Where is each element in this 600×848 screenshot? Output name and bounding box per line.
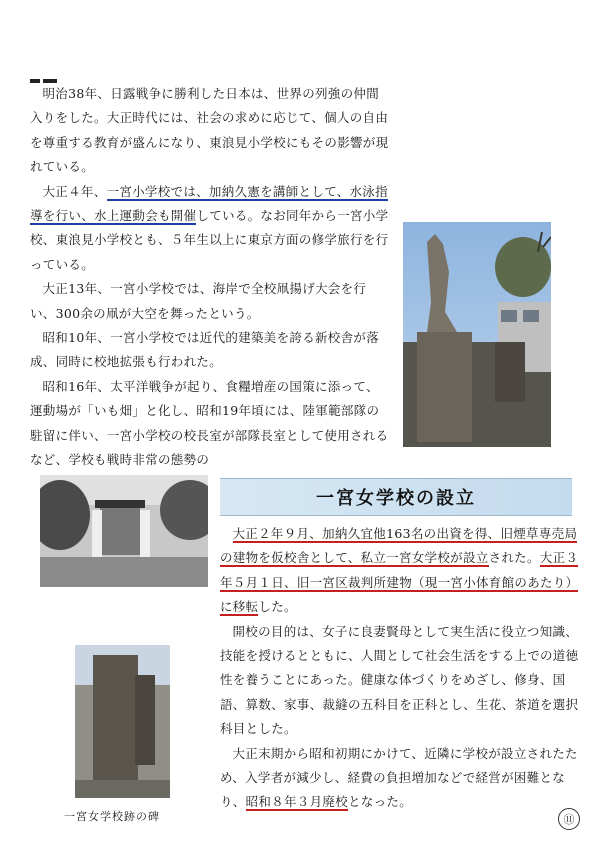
page-number: ⑪ <box>558 808 580 830</box>
school-gate-photo <box>40 475 208 587</box>
red-underline-founding: 大正２年９月、加納久宜他163名の出資を得、旧煙草専売局の建物を仮校舎として、私立一宮女学校が設立 <box>220 526 578 566</box>
paragraph-founding: 大正２年９月、加納久宜他163名の出資を得、旧煙草専売局の建物を仮校舎として、私立一宮女学校が設立された。大正３年５月１日、旧一宮区裁判所建物（現一宮小体育館のあたり）に移転した。 <box>220 526 579 615</box>
paragraph-meiji38: 明治38年、日露戦争に勝利した日本は、世界の列強の仲間入りをした。大正時代には、社会の求めに応じて、個人の自由を尊重する教育が盛んになり、東浪見小学校にもその影響が現れている。 <box>30 86 389 175</box>
paragraph-closure: 大正末期から昭和初期にかけて、近隣に学校が設立されたため、入学者が減少し、経費の負担増加などで経営が困難となり、昭和８年３月廃校となった。 <box>220 745 578 810</box>
upper-body-text <box>30 82 390 473</box>
lower-body-text <box>220 522 580 815</box>
statue-photo <box>403 222 551 447</box>
section-heading: 一宮女学校の設立 <box>220 478 572 516</box>
paragraph-taisho4: 大正４年、一宮小学校では、加納久憲を講師として、水泳指導を行い、水上運動会も開催している。なお同年から一宮小学校、東浪見小学校とも、５年生以上に東京方面の修学旅行を行っている。 <box>30 183 389 272</box>
page-top-mark <box>30 68 72 76</box>
red-underline-closure: 昭和８年３月廃校 <box>245 794 349 810</box>
paragraph-showa16: 昭和16年、太平洋戦争が起り、食糧増産の国策に添って、運動場が「いも畑」と化し、昭和19年頃には、陸軍範部隊の駐留に伴い、一宮小学校の校長室が部隊長室として使用されるなど、学校も戦時非常の態勢の <box>30 378 389 468</box>
paragraph-purpose: 開校の目的は、女子に良妻賢母として実生活に役立つ知識、技能を授けるとともに、人間として社会生活をする上での道徳性を養うことにあった。健康な体づくりをめざし、修身、国語、算数、家事、裁縫の五科目を正科とし、生花、茶道を選択科目とした。 <box>220 623 579 737</box>
monument-photo <box>75 645 170 798</box>
blue-underline-swimming: 一宮小学校では、加納久憲を講師として、水泳指導を行い、水上運動会も開催 <box>30 183 388 224</box>
red-underline-relocation: 大正３年５月１日、旧一宮区裁判所建物（現一宮小体育館のあたり）に移転 <box>220 550 579 615</box>
paragraph-showa10: 昭和10年、一宮小学校では近代的建築美を誇る新校舎が落成、同時に校地拡張も行われた。 <box>30 330 380 370</box>
paragraph-taisho13: 大正13年、一宮小学校では、海岸で全校凧揚げ大会を行い、300余の凧が大空を舞ったという。 <box>30 281 367 321</box>
monument-caption: 一宮女学校跡の碑 <box>64 810 160 823</box>
